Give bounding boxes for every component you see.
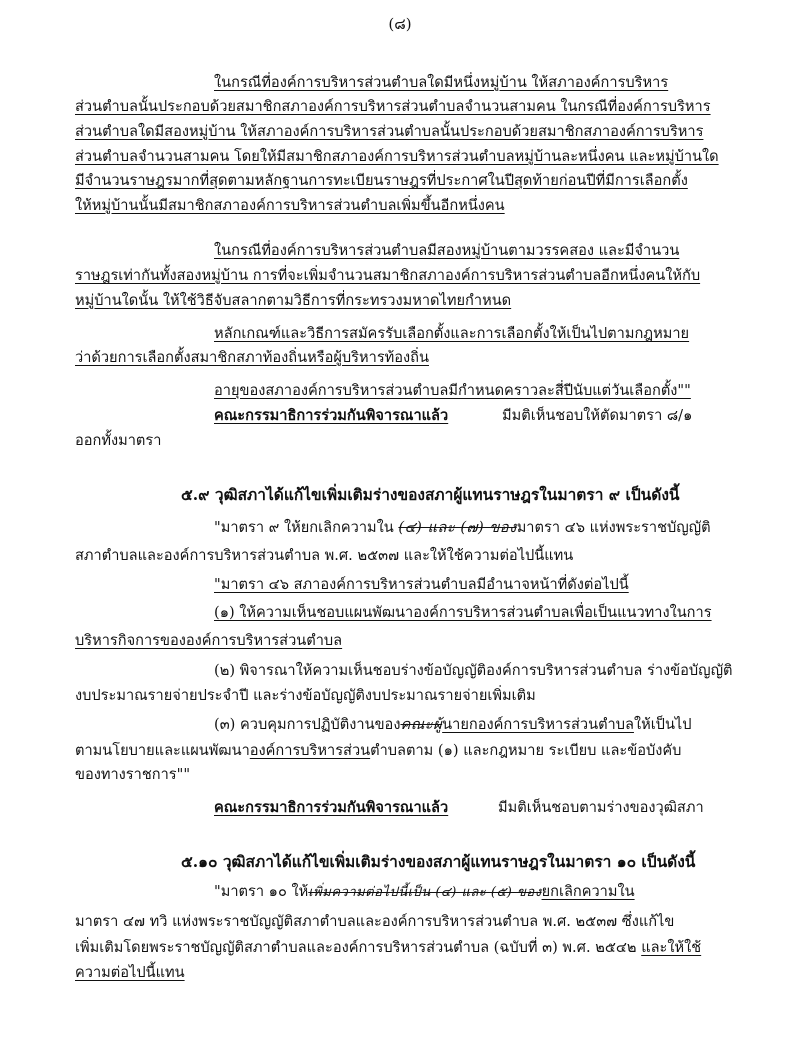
page-number: (๘) — [388, 15, 412, 33]
p1-line-1: ในกรณีที่องค์การบริหารส่วนตำบลใดมีหนึ่งหมู่บ้าน ให้สภาองค์การบริหาร — [214, 74, 669, 91]
s59-line-8-a: (๓) ควบคุมการปฏิบัติงานของ — [214, 716, 401, 733]
s510-line-1-struck: เพิ่มความต่อไปนี้เป็น (๔) และ (๕) ของ — [308, 885, 542, 900]
s59-line-4: (๑) ให้ความเห็นชอบแผนพัฒนาองค์การบริหารส่วนตำบลเพื่อเป็นแนวทางในการ — [214, 604, 712, 621]
p1-line-6: ให้หมู่บ้านนั้นมีสมาชิกสภาองค์การบริหารส่วนตำบลเพิ่มขึ้นอีกหนึ่งคน — [75, 197, 505, 214]
s510-line-3-b: และให้ใช้ — [641, 939, 702, 956]
s59-line-9 — [75, 740, 681, 762]
p3-line-1: หลักเกณฑ์และวิธีการสมัครรับเลือกตั้งและการเลือกตั้งให้เป็นไปตามกฎหมาย — [214, 325, 690, 342]
p2-line-1: ในกรณีที่องค์การบริหารส่วนตำบลมีสองหมู่บ้านตามวรรคสอง และมีจำนวน — [214, 242, 680, 259]
committee1-label: คณะกรรมาธิการร่วมกันพิจารณาแล้ว — [214, 407, 449, 424]
s59-line-3: "มาตรา ๔๖ สภาองค์การบริหารส่วนตำบลมีอำนาจหน้าที่ดังต่อไปนี้ — [214, 576, 629, 593]
p3-line-2: ว่าด้วยการเลือกตั้งสมาชิกสภาท้องถิ่นหรือผู้บริหารท้องถิ่น — [75, 349, 429, 366]
s59-line-9-a: ตามนโยบายและแผนพัฒนา — [75, 742, 250, 759]
s59-line-10: ของทางราชการ"" — [75, 766, 191, 783]
s510-line-1 — [214, 881, 635, 904]
p2-line-3: หมู่บ้านใดนั้น ให้ใช้วิธีจับสลากตามวิธีการที่กระทรวงมหาดไทยกำหนด — [75, 292, 512, 309]
p2-line-2: ราษฎรเท่ากันทั้งสองหมู่บ้าน การที่จะเพิ่มจำนวนสมาชิกสภาองค์การบริหารส่วนตำบลอีกหนึ่งคนให้กับ — [75, 267, 701, 284]
s59-line-8 — [214, 714, 692, 736]
s59-line-6: (๒) พิจารณาให้ความเห็นชอบร่างข้อบัญญัติองค์การบริหารส่วนตำบล ร่างข้อบัญญัติ — [214, 662, 733, 679]
s510-line-3-a: เพิ่มเติมโดยพระราชบัญญัติสภาตำบลและองค์การบริหารส่วนตำบล (ฉบับที่ ๓) พ.ศ. ๒๕๔๒ — [75, 939, 642, 956]
s59-line-9-c: ตำบลตาม (๑) และกฎหมาย ระเบียบ และข้อบังคับ — [370, 742, 682, 759]
s59-line-1 — [214, 517, 711, 539]
s59-line-1-b: มาตรา ๔๖ แห่งพระราชบัญญัติ — [516, 519, 711, 536]
s59-line-8-c: ให้เป็นไป — [633, 716, 692, 733]
p1-line-4: ส่วนตำบลจำนวนสามคน โดยให้มีสมาชิกสภาองค์การบริหารส่วนตำบลหมู่บ้านละหนึ่งคน และหมู่บ้านใด — [75, 148, 719, 165]
p1-line-2: ส่วนตำบลนั้นประกอบด้วยสมาชิกสภาองค์การบริหารส่วนตำบลจำนวนสามคน ในกรณีที่องค์การบริหาร — [75, 98, 711, 115]
p4-line: อายุของสภาองค์การบริหารส่วนตำบลมีกำหนดคราวละสี่ปีนับแต่วันเลือกตั้ง"" — [214, 382, 691, 399]
s510-line-2: มาตรา ๔๗ ทวิ แห่งพระราชบัญญัติสภาตำบลและองค์การบริหารส่วนตำบล พ.ศ. ๒๕๓๗ ซึ่งแก้ไข — [75, 913, 675, 930]
committee2-text: มีมติเห็นชอบตามร่างของวุฒิสภา — [498, 799, 704, 816]
s510-line-1-b: ยกเลิกความใน — [541, 883, 635, 900]
s59-line-9-b: องค์การบริหารส่วน — [249, 742, 371, 759]
p1-line-5: มีจำนวนราษฎรมากที่สุดตามหลักฐานการทะเบียนราษฎรที่ประกาศในปีสุดท้ายก่อนปีที่มีการเลือกตั้ง — [75, 172, 688, 189]
committee1-continuation: ออกทั้งมาตรา — [75, 432, 162, 449]
section-5-9-heading: ๕.๙ วุฒิสภาได้แก้ไขเพิ่มเติมร่างของสภาผู้แทนราษฎรในมาตรา ๙ เป็นดังนี้ — [181, 485, 680, 504]
s59-line-8-struck: คณะผู้ — [400, 716, 443, 733]
s59-line-8-b: นายกองค์การบริหารส่วนตำบล — [442, 716, 634, 733]
s59-line-1-struck: (๔) และ (๗) ของ — [398, 519, 517, 536]
section-5-10-heading: ๕.๑๐ วุฒิสภาได้แก้ไขเพิ่มเติมร่างของสภาผู้แทนราษฎรในมาตรา ๑๐ เป็นดังนี้ — [181, 852, 696, 871]
s59-line-5: บริหารกิจการขององค์การบริหารส่วนตำบล — [75, 632, 343, 649]
committee1-text: มีมติเห็นชอบให้ตัดมาตรา ๘/๑ — [502, 407, 693, 424]
s510-line-1-a: "มาตรา ๑๐ ให้ — [214, 883, 309, 900]
p1-line-3: ส่วนตำบลใดมีสองหมู่บ้าน ให้สภาองค์การบริหารส่วนตำบลนั้นประกอบด้วยสมาชิกสภาองค์การบริหาร — [75, 123, 704, 140]
s59-line-2: สภาตำบลและองค์การบริหารส่วนตำบล พ.ศ. ๒๕๓๗ และให้ใช้ความต่อไปนี้แทน — [75, 547, 574, 564]
committee2-label: คณะกรรมาธิการร่วมกันพิจารณาแล้ว — [214, 799, 449, 816]
s510-line-4: ความต่อไปนี้แทน — [75, 964, 185, 981]
s59-line-7: งบประมาณรายจ่ายประจำปี และร่างข้อบัญญัติงบประมาณรายจ่ายเพิ่มเติม — [75, 687, 536, 704]
s59-line-1-a: "มาตรา ๙ ให้ยกเลิกความใน — [214, 519, 394, 536]
s510-line-3 — [75, 937, 701, 959]
